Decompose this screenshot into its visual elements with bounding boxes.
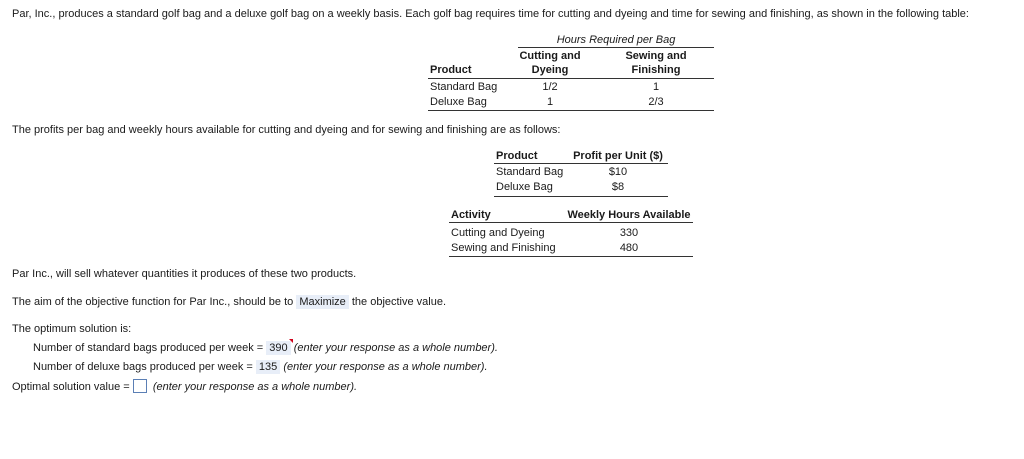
intro-text: Par, Inc., produces a standard golf bag and a deluxe golf bag on a weekly basis. Each golf bag requires time for cutting and dyeing and time for sewing and finishing, as shown in the following table: bbox=[12, 8, 969, 20]
table-cell-cut: 1 bbox=[546, 96, 554, 108]
optimal-label: Optimal solution value = bbox=[12, 381, 130, 393]
table-cell-product: Standard Bag bbox=[430, 81, 498, 93]
divider bbox=[518, 47, 714, 48]
table-cell-sew: 1 bbox=[652, 81, 660, 93]
table-cell-product: Standard Bag bbox=[496, 166, 564, 178]
aim-prefix: The aim of the objective function for Par Inc., should be to bbox=[12, 296, 294, 308]
deluxe-line bbox=[33, 360, 488, 374]
standard-line bbox=[33, 341, 498, 355]
standard-label: Number of standard bags produced per week = bbox=[33, 342, 264, 354]
col-cut-line2: Dyeing bbox=[531, 64, 569, 76]
deluxe-label: Number of deluxe bags produced per week = bbox=[33, 361, 253, 373]
table-cell-hours: 480 bbox=[619, 242, 639, 254]
col-hours: Weekly Hours Available bbox=[567, 209, 691, 221]
divider bbox=[449, 256, 693, 257]
divider bbox=[428, 78, 714, 79]
sell-text: Par Inc., will sell whatever quantities it produces of these two products. bbox=[12, 268, 357, 280]
aim-answer-dropdown[interactable]: Maximize bbox=[296, 295, 348, 309]
table-cell-cut: 1/2 bbox=[542, 81, 558, 93]
deluxe-answer-input[interactable]: 135 bbox=[256, 360, 280, 374]
table-cell-activity: Sewing and Finishing bbox=[451, 242, 556, 254]
table-cell-profit: $10 bbox=[608, 166, 628, 178]
table-cell-hours: 330 bbox=[619, 227, 639, 239]
solution-heading: The optimum solution is: bbox=[12, 323, 132, 335]
optimal-hint: (enter your response as a whole number). bbox=[152, 381, 358, 393]
aim-suffix: the objective value. bbox=[351, 296, 447, 308]
divider bbox=[494, 196, 668, 197]
table-cell-product: Deluxe Bag bbox=[430, 96, 487, 108]
col-sew-line2: Finishing bbox=[631, 64, 681, 76]
standard-answer-input[interactable] bbox=[266, 341, 290, 355]
divider bbox=[428, 110, 714, 111]
col-sew-line1: Sewing and bbox=[625, 50, 687, 62]
standard-value: 390 bbox=[269, 342, 288, 354]
col-profit: Profit per Unit ($) bbox=[573, 150, 663, 162]
col-activity: Activity bbox=[451, 209, 491, 221]
table-cell-profit: $8 bbox=[611, 181, 625, 193]
hours-group-header: Hours Required per Bag bbox=[556, 34, 676, 46]
table-cell-sew: 2/3 bbox=[648, 96, 664, 108]
optimal-line bbox=[12, 379, 357, 393]
divider bbox=[494, 163, 668, 164]
optimal-answer-input[interactable] bbox=[133, 379, 147, 393]
col-product: Product bbox=[430, 64, 472, 76]
deluxe-hint: (enter your response as a whole number). bbox=[283, 361, 488, 373]
aim-line bbox=[12, 295, 446, 309]
table-cell-activity: Cutting and Dyeing bbox=[451, 227, 545, 239]
col-cut-line1: Cutting and bbox=[519, 50, 581, 62]
profits-intro-text: The profits per bag and weekly hours available for cutting and dyeing and for sewing and finishing are as follows: bbox=[12, 124, 561, 136]
flag-icon bbox=[289, 339, 293, 343]
table-cell-product: Deluxe Bag bbox=[496, 181, 553, 193]
col-product: Product bbox=[496, 150, 538, 162]
standard-hint: (enter your response as a whole number). bbox=[293, 342, 498, 354]
divider bbox=[449, 222, 693, 223]
